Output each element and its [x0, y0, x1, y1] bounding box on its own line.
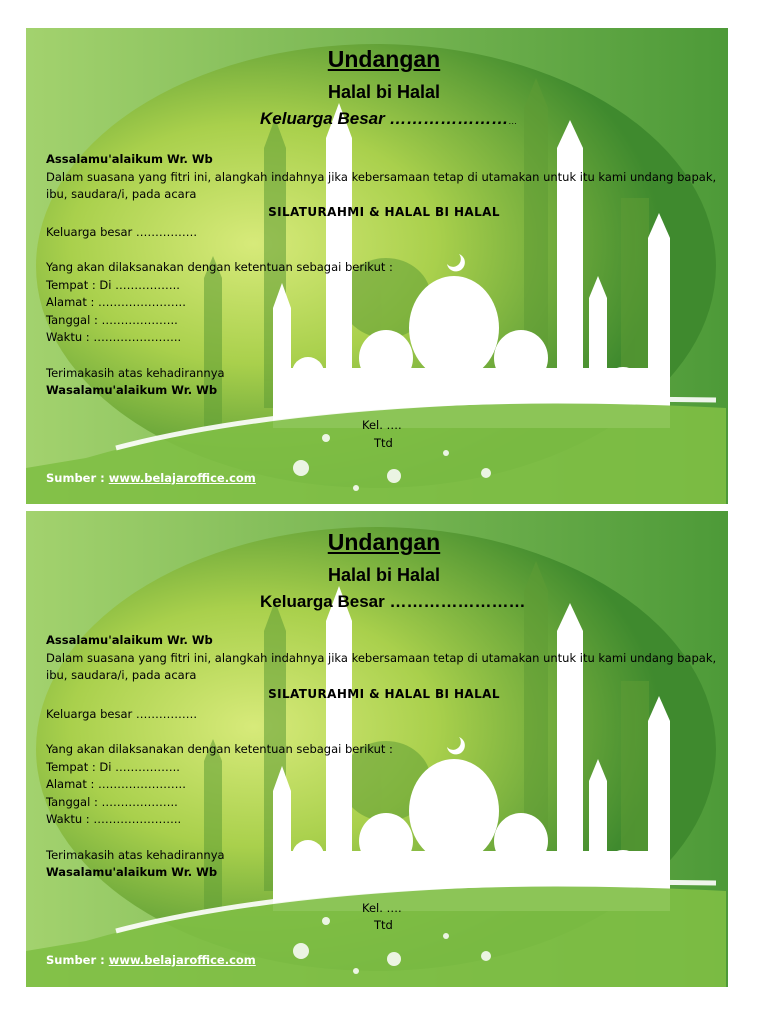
event-subtitle: Halal bi Halal [327, 82, 441, 102]
thanks-line: Terimakasih atas kehadirannya [46, 366, 225, 380]
event-subtitle: Halal bi Halal [327, 565, 441, 585]
family-heading: Keluarga Besar …………………… [260, 592, 526, 611]
family-heading-suffix: … [508, 116, 518, 126]
event-name: SILATURAHMI & HALAL BI HALAL [268, 687, 500, 701]
schedule-intro: Yang akan dilaksanakan dengan ketentuan sebagai berikut : [46, 260, 393, 274]
signature-ttd: Ttd [374, 436, 393, 450]
greeting: Assalamu'alaikum Wr. Wb [46, 152, 213, 166]
invitation-card-bottom [26, 511, 728, 987]
time-line: Waktu : ………………….. [46, 812, 182, 826]
place-line: Tempat : Di …………….. [46, 760, 180, 774]
greeting: Assalamu'alaikum Wr. Wb [46, 633, 213, 647]
intro-line-2: ibu, saudara/i, pada acara [46, 187, 197, 201]
intro-line-1: Dalam suasana yang fitri ini, alangkah indahnya jika kebersamaan tetap di utamakan untuk itu kami undang bapak, [46, 651, 717, 665]
date-line: Tanggal : ……………….. [46, 795, 178, 809]
closing-line: Wasalamu'alaikum Wr. Wb [46, 383, 218, 397]
family-heading [260, 109, 517, 129]
closing-line: Wasalamu'alaikum Wr. Wb [46, 865, 218, 879]
intro-line-1: Dalam suasana yang fitri ini, alangkah indahnya jika kebersamaan tetap di utamakan untuk itu kami undang bapak, [46, 170, 717, 184]
source-link[interactable]: www.belajaroffice.com [108, 953, 256, 967]
intro-line-2: ibu, saudara/i, pada acara [46, 668, 197, 682]
invitation-title: Undangan [327, 529, 441, 555]
source-line [46, 471, 256, 485]
source-label: Sumber : [46, 953, 109, 967]
date-line: Tanggal : ……………….. [46, 313, 178, 327]
place-line: Tempat : Di …………….. [46, 278, 180, 292]
family-line: Keluarga besar ……………. [46, 225, 198, 239]
time-line: Waktu : ………………….. [46, 330, 182, 344]
signature-kel: Kel. …. [362, 418, 402, 432]
event-name: SILATURAHMI & HALAL BI HALAL [268, 205, 500, 219]
signature-ttd: Ttd [374, 918, 393, 932]
invitation-card-top [26, 28, 728, 504]
thanks-line: Terimakasih atas kehadirannya [46, 848, 225, 862]
source-label: Sumber : [46, 471, 109, 485]
schedule-intro: Yang akan dilaksanakan dengan ketentuan sebagai berikut : [46, 742, 393, 756]
address-line: Alamat : ………………….. [46, 777, 186, 791]
signature-kel: Kel. …. [362, 901, 402, 915]
family-heading-text: Keluarga Besar ………………… [260, 109, 509, 128]
invitation-title: Undangan [327, 46, 441, 72]
source-link[interactable]: www.belajaroffice.com [108, 471, 256, 485]
source-line [46, 953, 256, 967]
address-line: Alamat : ………………….. [46, 295, 186, 309]
family-line: Keluarga besar ……………. [46, 707, 198, 721]
